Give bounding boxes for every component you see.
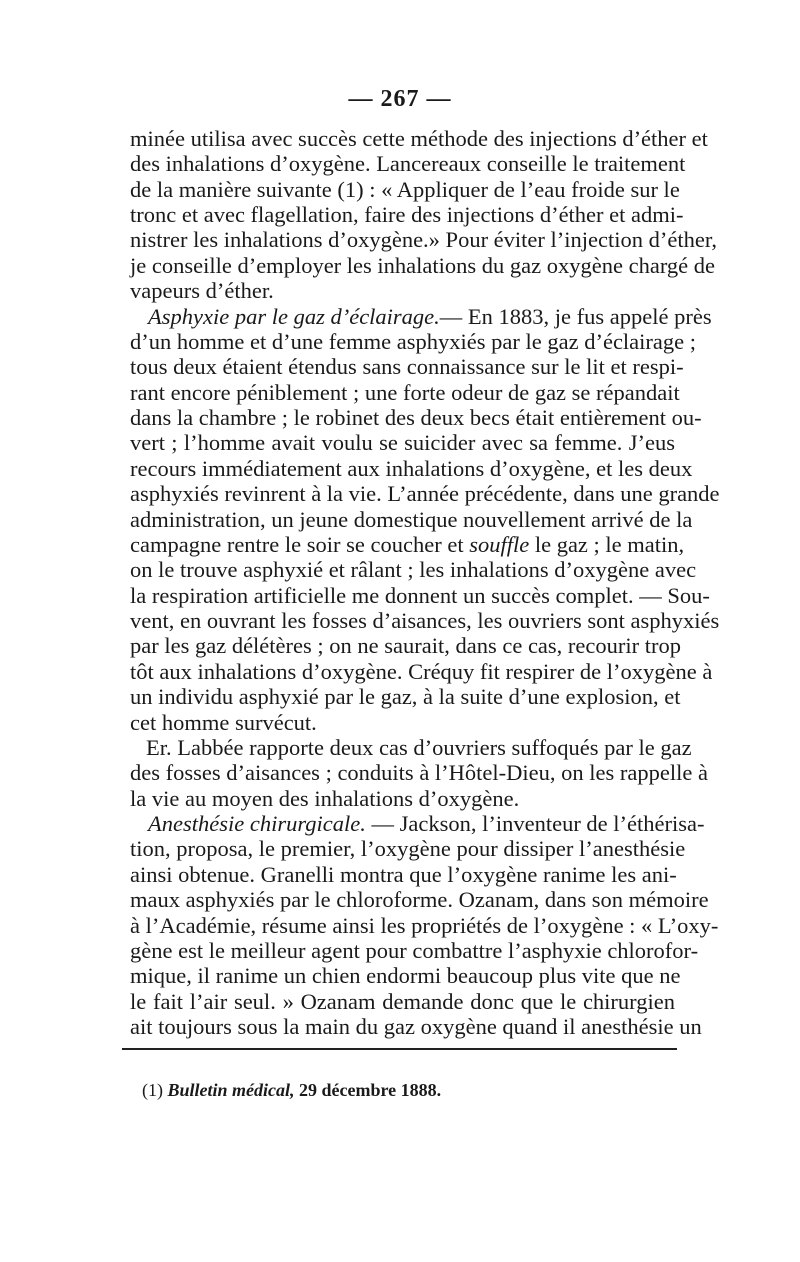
text-line: je conseille d’employer les inhalations du gaz oxygène chargé de (130, 253, 715, 278)
text-line: tion, proposa, le premier, l’oxygène pour dissiper l’anesthésie (130, 836, 686, 861)
text-line: vent, en ouvrant les fosses d’aisances, les ouvriers sont asphyxiés (130, 608, 720, 633)
line-before: campagne rentre le soir se coucher et (130, 532, 470, 557)
text-line: vapeurs d’éther. (130, 278, 274, 303)
text-line: recours immédiatement aux inhalations d’oxygène, et les deux (130, 456, 693, 481)
text-line: la respiration artificielle me donnent un succès complet. — Sou- (130, 583, 710, 608)
text-line: Er. Labbée rapporte deux cas d’ouvriers suffoqués par le gaz (146, 735, 692, 760)
text-line: nistrer les inhalations d’oxygène.» Pour éviter l’injection d’éther, (130, 227, 718, 252)
text-line: minée utilisa avec succès cette méthode des injections d’éther et (130, 126, 708, 151)
line-after: le gaz ; le matin, (529, 532, 685, 557)
section-title-asphyxie: Asphyxie par le gaz d’éclairage. (148, 304, 440, 329)
text-line: un individu asphyxié par le gaz, à la suite d’une explosion, et (130, 684, 681, 709)
text-line: asphyxiés revinrent à la vie. L’année précédente, dans une grande (130, 481, 720, 506)
text-line: rant encore péniblement ; une forte odeur de gaz se répandait (130, 380, 680, 405)
text-line: gène est le meilleur agent pour combattre l’asphyxie chlorofor- (130, 938, 699, 963)
text-line: des inhalations d’oxygène. Lancereaux conseille le traitement (130, 151, 686, 176)
text-line: tous deux étaient étendus sans connaissance sur le lit et respi- (130, 354, 684, 379)
section-line-rest: — En 1883, je fus appelé près (439, 304, 712, 329)
text-line: par les gaz délétères ; on ne saurait, dans ce cas, recourir trop (130, 633, 681, 658)
italic-word-souffle: souffle (469, 532, 530, 557)
text-line: d’un homme et d’une femme asphyxiés par le gaz d’éclairage ; (130, 329, 697, 354)
text-line: on le trouve asphyxié et râlant ; les inhalations d’oxygène avec (130, 557, 697, 582)
text-line: mique, il ranime un chien endormi beaucoup plus vite que ne (130, 963, 681, 988)
text-line: des fosses d’aisances ; conduits à l’Hôtel-Dieu, on les rappelle à (130, 760, 708, 785)
text-line: maux asphyxiés par le chloroforme. Ozanam, dans son mémoire (130, 887, 709, 912)
footnote-title: Bulletin médical, (167, 1080, 295, 1100)
text-line: tôt aux inhalations d’oxygène. Créquy fit respirer de l’oxygène à (130, 659, 713, 684)
footnote-date: 29 décembre 1888. (299, 1080, 442, 1100)
text-line: le fait l’air seul. » Ozanam demande donc que le chirurgien (130, 989, 675, 1014)
text-line: la vie au moyen des inhalations d’oxygène. (130, 786, 520, 811)
section-line-rest: — Jackson, l’inventeur de l’éthérisa- (365, 811, 705, 836)
text-line: vert ; l’homme avait voulu se suicider avec sa femme. J’eus (130, 430, 675, 455)
text-line: de la manière suivante (1) : « Appliquer de l’eau froide sur le (130, 177, 680, 202)
text-line: administration, un jeune domestique nouvellement arrivé de la (130, 507, 693, 532)
text-line: tronc et avec flagellation, faire des injections d’éther et admi- (130, 202, 684, 227)
footnote-divider (122, 1048, 677, 1050)
section-title-anesthesie: Anesthésie chirurgicale. (148, 811, 366, 836)
footnote (142, 1078, 642, 1102)
text-line: ainsi obtenue. Granelli montra que l’oxygène ranime les ani- (130, 862, 677, 887)
text-line: à l’Académie, résume ainsi les propriétés de l’oxygène : « L’oxy- (130, 913, 719, 938)
text-line: cet homme survécut. (130, 710, 317, 735)
text-line: ait toujours sous la main du gaz oxygène quand il anesthésie un (130, 1014, 702, 1039)
page-number: — 267 — (348, 86, 452, 112)
footnote-marker: (1) (142, 1080, 163, 1100)
text-line: dans la chambre ; le robinet des deux becs était entièrement ou- (130, 405, 702, 430)
